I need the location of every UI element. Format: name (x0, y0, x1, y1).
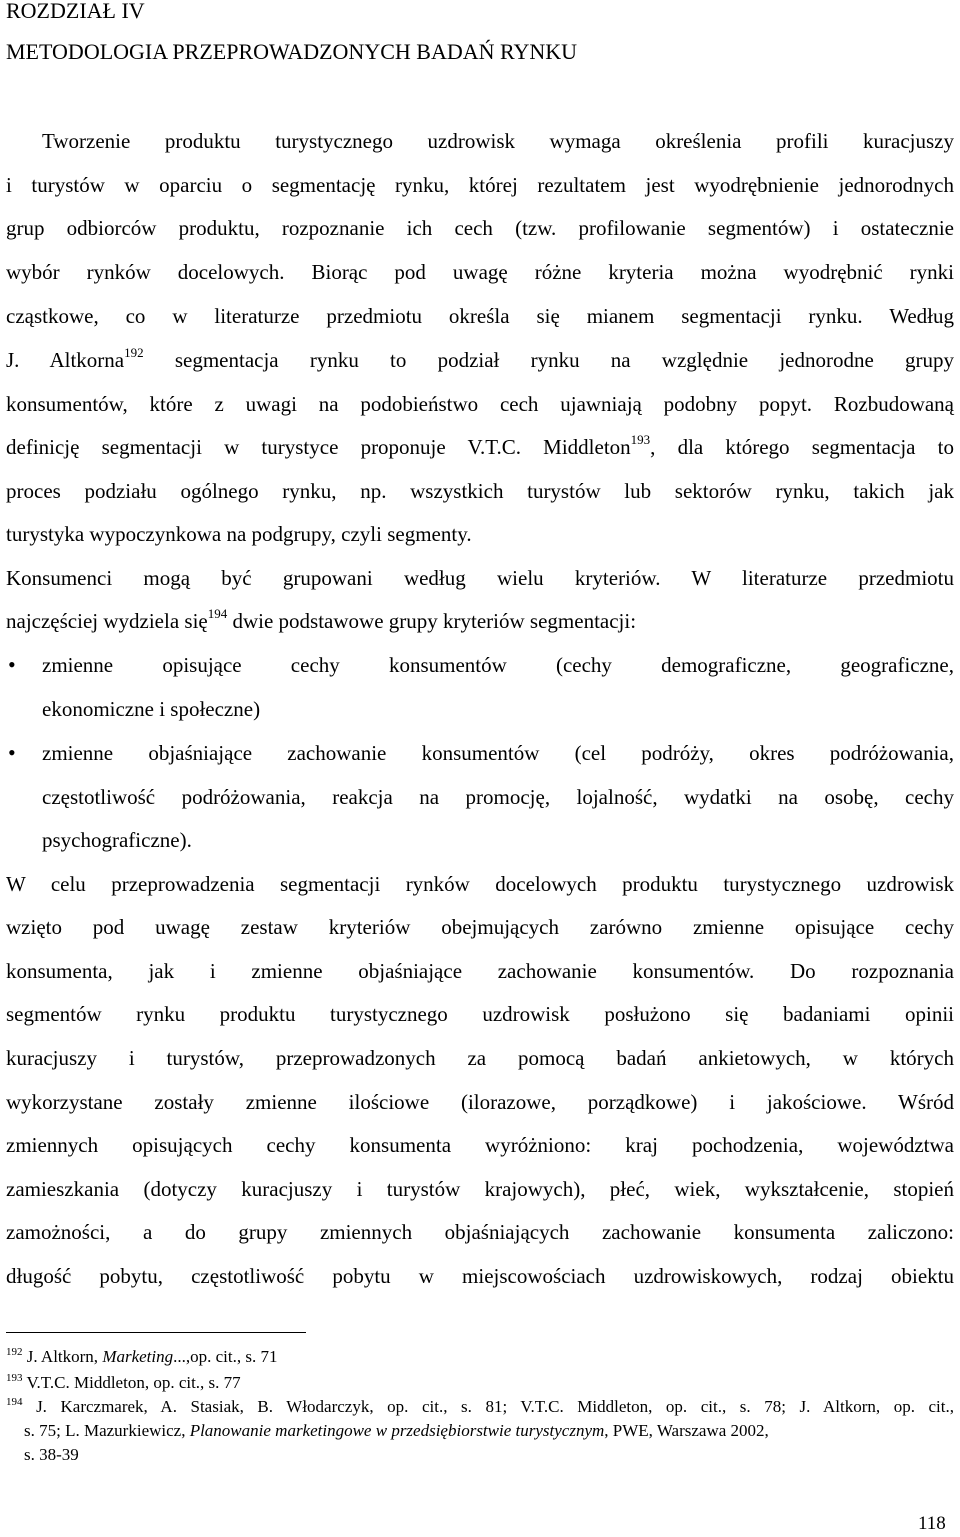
paragraph-line: konsumentów, które z uwagi na podobieństwo cech ujawniają podobny popyt. Rozbudowaną (6, 392, 954, 416)
paragraph-line: konsumenta, jak i zmienne objaśniające zachowanie konsumentów. Do rozpoznania (6, 959, 954, 983)
footnote-194 (6, 1396, 954, 1417)
text-run: dwie podstawowe grupy kryteriów segmentacji: (227, 609, 637, 633)
paragraph-line: kuracjuszy i turystów, przeprowadzonych za pomocą badań ankietowych, w których (6, 1046, 954, 1070)
paragraph-line: zamieszkania (dotyczy kuracjuszy i turystów krajowych), płeć, wiek, wykształcenie, stopień (6, 1177, 954, 1201)
text-run: s. 75; L. Mazurkiewicz, (24, 1421, 190, 1440)
footnote-192 (6, 1346, 954, 1367)
page-number: 118 (918, 1513, 946, 1534)
paragraph-line: wybór rynków docelowych. Biorąc pod uwagę różne kryteria można wyodrębnić rynki (6, 260, 954, 284)
footnote-ref-194: 194 (207, 606, 228, 621)
footnote-193 (6, 1372, 954, 1393)
bullet-item-line: zmienne opisujące cechy konsumentów (cechy demograficzne, geograficzne, (42, 653, 954, 677)
text-run: , dla którego segmentacja to (650, 435, 954, 459)
paragraph-line: i turystów w oparciu o segmentację rynku, której rezultatem jest wyodrębnienie jednorodnych (6, 173, 954, 197)
paragraph-line: wzięto pod uwagę zestaw kryteriów obejmujących zarówno zmienne opisujące cechy (6, 915, 954, 939)
bullet-item-line: częstotliwość podróżowania, reakcja na promocję, lojalność, wydatki na osobę, cechy (42, 785, 954, 809)
bullet-item-line: ekonomiczne i społeczne) (42, 697, 261, 721)
paragraph-line (6, 347, 954, 373)
cited-title: Marketing (102, 1347, 174, 1366)
bullet-icon: • (8, 652, 16, 677)
paragraph-line: segmentów rynku produktu turystycznego uzdrowisk posłużono się badaniami opinii (6, 1002, 954, 1026)
footnote-number: 194 (6, 1396, 23, 1408)
cited-title: Planowanie marketingowe w przedsiębiorstwie turystycznym (189, 1421, 605, 1440)
footnote-194-continued: s. 38-39 (24, 1445, 79, 1464)
text-run: V.T.C. Middleton, op. cit., s. 77 (22, 1373, 241, 1392)
paragraph-line: Tworzenie produktu turystycznego uzdrowisk wymaga określenia profili kuracjuszy (42, 129, 954, 153)
paragraph-line: proces podziału ogólnego rynku, np. wszystkich turystów lub sektorów rynku, takich jak (6, 479, 954, 503)
text-run: segmentacja rynku to podział rynku na względnie jednorodne grupy (143, 348, 954, 372)
paragraph-line: cząstkowe, co w literaturze przedmiotu określa się mianem segmentacji rynku. Według (6, 304, 954, 328)
chapter-title: METODOLOGIA PRZEPROWADZONYCH BADAŃ RYNKU (6, 39, 578, 64)
bullet-item-line: zmienne objaśniające zachowanie konsumentów (cel podróży, okres podróżowania, (42, 741, 954, 765)
footnote-separator (6, 1332, 306, 1333)
text-run: J. Altkorn, (22, 1347, 103, 1366)
paragraph-line: W celu przeprowadzenia segmentacji rynków docelowych produktu turystycznego uzdrowisk (6, 872, 954, 896)
paragraph-line (6, 608, 954, 634)
text-run: J. Altkorna (6, 348, 125, 372)
paragraph-line: zamożności, a do grupy zmiennych objaśniających zachowanie konsumenta zaliczono: (6, 1220, 954, 1244)
bullet-item-line: psychograficzne). (42, 828, 192, 852)
footnote-number: 193 (6, 1372, 23, 1384)
text-run: najczęściej wydziela się (6, 609, 208, 633)
footnote-194-continued (24, 1420, 954, 1441)
footnote-number: 192 (6, 1346, 23, 1358)
paragraph-line: turystyka wypoczynkowa na podgrupy, czyli segmenty. (6, 522, 472, 546)
chapter-number: ROZDZIAŁ IV (6, 0, 145, 23)
text-run: J. Karczmarek, A. Stasiak, B. Włodarczyk, op. cit., s. 81; V.T.C. Middleton, op. cit., s. 78; J. Altkorn, op. cit., (22, 1397, 954, 1416)
paragraph-line: Konsumenci mogą być grupowani według wielu kryteriów. W literaturze przedmiotu (6, 566, 954, 590)
paragraph-line: wykorzystane zostały zmienne ilościowe (ilorazowe, porządkowe) i jakościowe. Wśród (6, 1090, 954, 1114)
text-run: , PWE, Warszawa 2002, (604, 1421, 769, 1440)
footnote-ref-193: 193 (630, 432, 651, 447)
paragraph-line: zmiennych opisujących cechy konsumenta wyróżniono: kraj pochodzenia, województwa (6, 1133, 954, 1157)
text-run: ...,op. cit., s. 71 (173, 1347, 278, 1366)
bullet-icon: • (8, 740, 16, 765)
paragraph-line: grup odbiorców produktu, rozpoznanie ich cech (tzw. profilowanie segmentów) i ostatecznie (6, 216, 954, 240)
footnote-ref-192: 192 (124, 345, 144, 360)
text-run: definicję segmentacji w turystyce proponuje V.T.C. Middleton (6, 435, 631, 459)
paragraph-line: długość pobytu, częstotliwość pobytu w miejscowościach uzdrowiskowych, rodzaj obiektu (6, 1264, 954, 1288)
paragraph-line (6, 434, 954, 460)
